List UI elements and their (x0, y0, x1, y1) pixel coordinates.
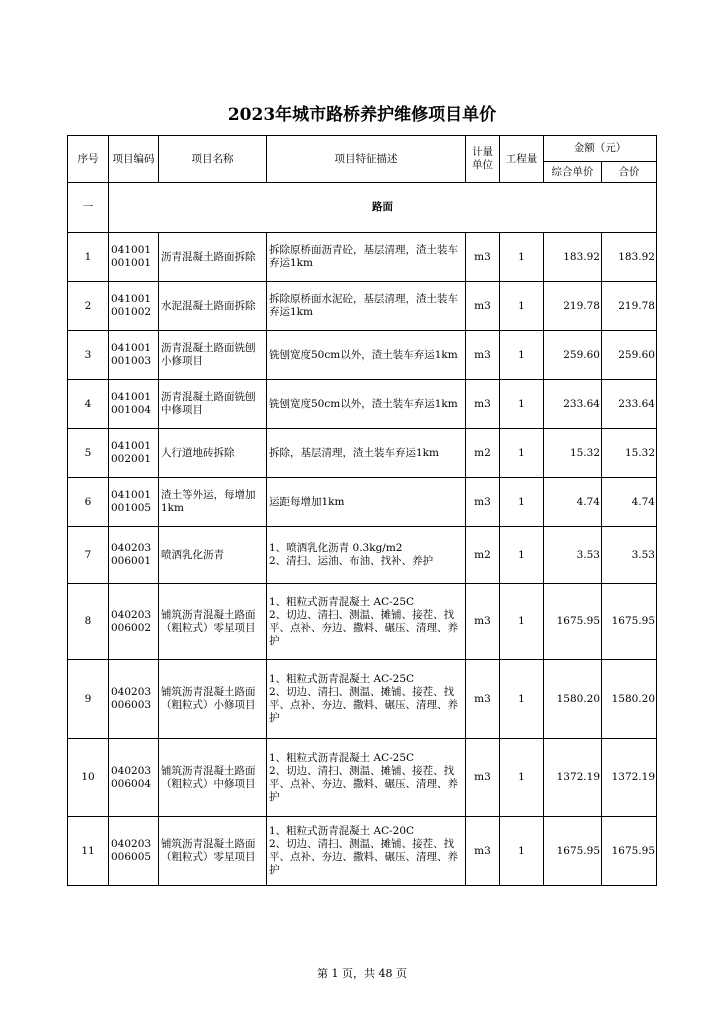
header-desc: 项目特征描述 (267, 136, 466, 183)
header-unit-price: 综合单价 (544, 162, 602, 183)
row-name: 沥青混凝土路面铣刨中修项目 (159, 380, 267, 429)
row-total: 219.78 (602, 282, 657, 331)
row-no: 1 (68, 233, 109, 282)
row-unit: m3 (466, 660, 500, 739)
row-total: 233.64 (602, 380, 657, 429)
row-code: 041001001003 (109, 331, 159, 380)
row-code: 040203006004 (109, 739, 159, 817)
table-row (68, 817, 657, 886)
header-qty: 工程量 (500, 136, 544, 183)
row-code: 040203006005 (109, 817, 159, 886)
section-row (68, 183, 657, 233)
row-unit: m2 (466, 429, 500, 478)
row-qty: 1 (500, 282, 544, 331)
header-row (68, 136, 657, 162)
header-total: 合价 (602, 162, 657, 183)
row-desc: 拆除原桥面水泥砼，基层清理，渣土装车弃运1km (267, 282, 466, 331)
row-no: 6 (68, 478, 109, 527)
table-row (68, 739, 657, 817)
row-code: 041001001001 (109, 233, 159, 282)
row-qty: 1 (500, 584, 544, 660)
table-row (68, 233, 657, 282)
table-body (68, 136, 657, 886)
row-qty: 1 (500, 527, 544, 584)
row-desc: 铣刨宽度50cm以外，渣土装车弃运1km (267, 331, 466, 380)
row-name: 铺筑沥青混凝土路面（粗粒式）零星项目 (159, 817, 267, 886)
row-no: 10 (68, 739, 109, 817)
row-no: 8 (68, 584, 109, 660)
row-total: 259.60 (602, 331, 657, 380)
row-unit-price: 259.60 (544, 331, 602, 380)
row-no: 4 (68, 380, 109, 429)
row-qty: 1 (500, 817, 544, 886)
row-name: 沥青混凝土路面铣刨小修项目 (159, 331, 267, 380)
row-total: 1372.19 (602, 739, 657, 817)
row-no: 11 (68, 817, 109, 886)
row-unit-price: 219.78 (544, 282, 602, 331)
row-total: 1675.95 (602, 584, 657, 660)
table-row (68, 660, 657, 739)
row-name: 铺筑沥青混凝土路面（粗粒式）中修项目 (159, 739, 267, 817)
row-total: 1675.95 (602, 817, 657, 886)
row-desc: 运距每增加1km (267, 478, 466, 527)
row-no: 9 (68, 660, 109, 739)
page-footer: 第 1 页，共 48 页 (317, 967, 407, 980)
table-row (68, 478, 657, 527)
row-total: 4.74 (602, 478, 657, 527)
row-code: 040203006001 (109, 527, 159, 584)
row-total: 3.53 (602, 527, 657, 584)
row-unit: m3 (466, 233, 500, 282)
table-row (68, 380, 657, 429)
row-no: 3 (68, 331, 109, 380)
row-no: 5 (68, 429, 109, 478)
row-code: 041001001002 (109, 282, 159, 331)
row-desc: 1、粗粒式沥青混凝土 AC-25C 2、切边、清扫、测温、摊铺、接茬、找平、点补、夯边、撒料、碾压、清理、养护 (267, 584, 466, 660)
row-total: 15.32 (602, 429, 657, 478)
row-code: 041001001005 (109, 478, 159, 527)
table-row (68, 584, 657, 660)
row-desc: 1、粗粒式沥青混凝土 AC-20C 2、切边、清扫、测温、摊铺、接茬、找平、点补、夯边、撒料、碾压、清理、养护 (267, 817, 466, 886)
row-qty: 1 (500, 739, 544, 817)
header-no: 序号 (68, 136, 109, 183)
table-row (68, 331, 657, 380)
row-name: 水泥混凝土路面拆除 (159, 282, 267, 331)
row-name: 铺筑沥青混凝土路面（粗粒式）零星项目 (159, 584, 267, 660)
row-unit: m3 (466, 380, 500, 429)
header-name: 项目名称 (159, 136, 267, 183)
row-no: 2 (68, 282, 109, 331)
row-qty: 1 (500, 478, 544, 527)
row-code: 040203006002 (109, 584, 159, 660)
row-unit-price: 15.32 (544, 429, 602, 478)
row-unit: m3 (466, 739, 500, 817)
row-name: 人行道地砖拆除 (159, 429, 267, 478)
row-desc: 拆除原桥面沥青砼，基层清理，渣土装车弃运1km (267, 233, 466, 282)
table-row (68, 527, 657, 584)
row-unit-price: 4.74 (544, 478, 602, 527)
row-name: 渣土等外运，每增加1km (159, 478, 267, 527)
row-desc: 拆除，基层清理，渣土装车弃运1km (267, 429, 466, 478)
row-qty: 1 (500, 233, 544, 282)
row-unit: m3 (466, 584, 500, 660)
row-total: 183.92 (602, 233, 657, 282)
row-unit-price: 1372.19 (544, 739, 602, 817)
row-qty: 1 (500, 660, 544, 739)
table-row (68, 429, 657, 478)
row-qty: 1 (500, 331, 544, 380)
row-qty: 1 (500, 429, 544, 478)
row-code: 041001001004 (109, 380, 159, 429)
row-unit-price: 1675.95 (544, 584, 602, 660)
row-name: 喷洒乳化沥青 (159, 527, 267, 584)
row-unit-price: 1675.95 (544, 817, 602, 886)
row-desc: 1、粗粒式沥青混凝土 AC-25C 2、切边、清扫、测温、摊铺、接茬、找平、点补、夯边、撒料、碾压、清理、养护 (267, 739, 466, 817)
row-unit: m3 (466, 331, 500, 380)
row-unit: m3 (466, 817, 500, 886)
row-qty: 1 (500, 380, 544, 429)
row-name: 铺筑沥青混凝土路面（粗粒式）小修项目 (159, 660, 267, 739)
row-unit-price: 233.64 (544, 380, 602, 429)
row-unit: m3 (466, 282, 500, 331)
header-unit: 计量单位 (466, 136, 500, 183)
table-row (68, 282, 657, 331)
row-desc: 铣刨宽度50cm以外，渣土装车弃运1km (267, 380, 466, 429)
row-code: 040203006003 (109, 660, 159, 739)
row-no: 7 (68, 527, 109, 584)
header-code: 项目编码 (109, 136, 159, 183)
section-no: 一 (68, 183, 109, 233)
price-table (67, 135, 657, 886)
page-title: 2023年城市路桥养护维修项目单价 (227, 105, 497, 125)
section-name: 路面 (109, 183, 657, 233)
row-desc: 1、粗粒式沥青混凝土 AC-25C 2、切边、清扫、测温、摊铺、接茬、找平、点补、夯边、撒料、碾压、清理、养护 (267, 660, 466, 739)
row-name: 沥青混凝土路面拆除 (159, 233, 267, 282)
row-unit: m3 (466, 478, 500, 527)
row-unit-price: 183.92 (544, 233, 602, 282)
row-code: 041001002001 (109, 429, 159, 478)
row-unit-price: 3.53 (544, 527, 602, 584)
row-total: 1580.20 (602, 660, 657, 739)
row-unit: m2 (466, 527, 500, 584)
header-amount: 金额（元） (544, 136, 657, 162)
row-unit-price: 1580.20 (544, 660, 602, 739)
row-desc: 1、喷洒乳化沥青 0.3kg/m2 2、清扫、运油、布油、找补、养护 (267, 527, 466, 584)
